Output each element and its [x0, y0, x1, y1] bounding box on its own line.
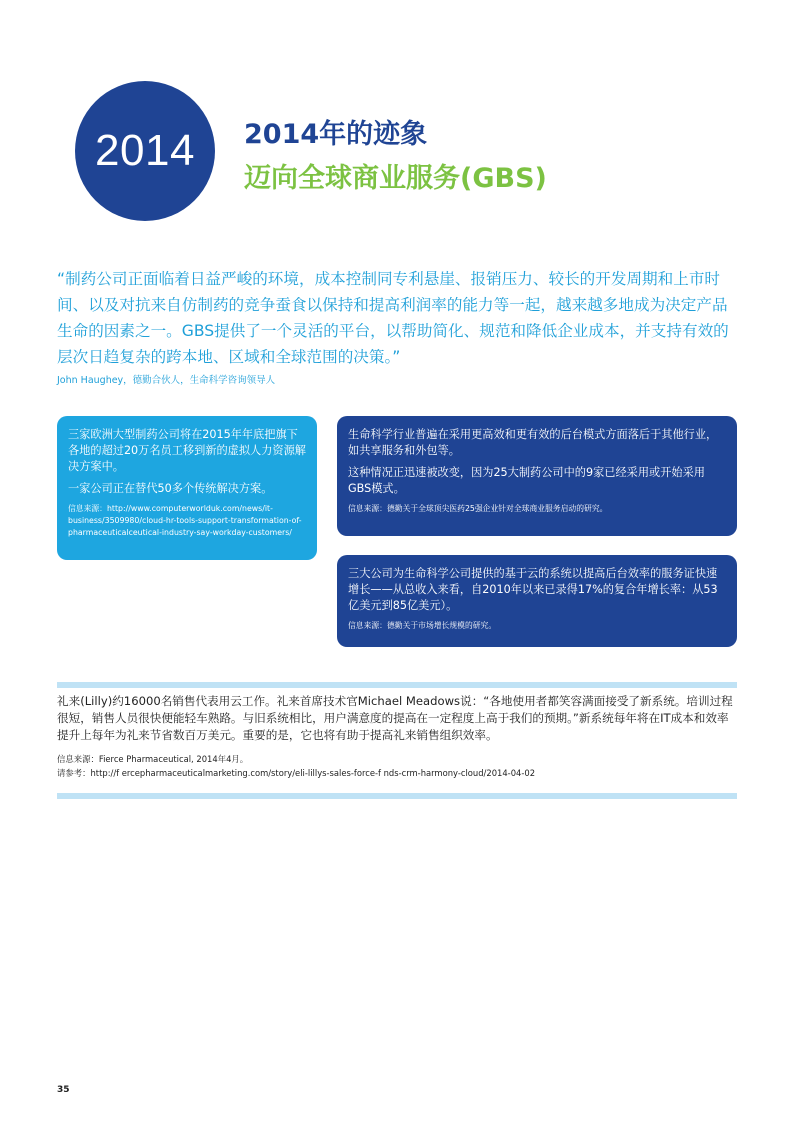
info-box-hr-migration	[57, 416, 317, 560]
info-box-paragraph: 生命科学行业普遍在采用更高效和更有效的后台模式方面落后于其他行业，如共享服务和外包等。	[348, 428, 718, 457]
divider-bar	[57, 682, 737, 688]
info-box-gbs-adoption	[337, 416, 737, 536]
case-study-text: 礼来(Lilly)约16000名销售代表用云工作。礼来首席技术官Michael Meadows说：“各地使用者都笑容满面接受了新系统。培训过程很短，销售人员很快便能轻车熟路。与旧系统相比，用户满意度的提高在一定程度上高于我们的预期。”新系统每年将在IT成本和效率提升上每年为礼来节省数百万美元。重要的是，它也将有助于提高礼来销售组织效率。	[57, 694, 733, 742]
info-box-paragraph: 三家欧洲大型制药公司将在2015年年底把旗下各地的超过20万名员工移到新的虚拟人力资源解决方案中。	[68, 428, 306, 473]
page-title: 2014年的迹象	[244, 119, 428, 150]
case-study-reference: 请参考：http://f ercepharmaceuticalmarketing.com/story/eli-lillys-sales-force-f nds-crm-harmony-cloud/2014-04-02	[57, 768, 536, 778]
page-subtitle: 迈向全球商业服务(GBS)	[244, 163, 547, 194]
quote-attribution: John Haughey，德勤合伙人，生命科学咨询领导人	[57, 375, 276, 386]
info-box-paragraph: 这种情况正迅速被改变，因为25大制药公司中的9家已经采用或开始采用GBS模式。	[348, 466, 705, 495]
divider-bar	[57, 793, 737, 799]
info-box-cloud-growth	[337, 555, 737, 647]
info-box-source: 信息来源：德勤关于全球顶尖医药25强企业针对全球商业服务启动的研究。	[348, 504, 608, 513]
year-badge-text: 2014	[95, 126, 195, 175]
info-box-source: 信息来源：http://www.computerworlduk.com/news/it-business/3509980/cloud-hr-tools-support-transformation-of-pharmaceuticalceutical-industry-say-workday-customers/	[68, 504, 302, 537]
page-number: 35	[57, 1085, 70, 1095]
info-box-paragraph: 一家公司正在替代50多个传统解决方案。	[68, 482, 273, 495]
info-box-source: 信息来源：德勤关于市场增长规模的研究。	[348, 621, 497, 630]
info-box-paragraph: 三大公司为生命科学公司提供的基于云的系统以提高后台效率的服务证快速增长——从总收入来看，自2010年以来已录得17%的复合年增长率：从53亿美元到85亿美元）。	[348, 567, 718, 612]
case-study-source: 信息来源：Fierce Pharmaceutical, 2014年4月。	[57, 754, 249, 764]
pull-quote: “制药公司正面临着日益严峻的环境，成本控制同专利悬崖、报销压力、较长的开发周期和上市时间、以及对抗来自仿制药的竞争蚕食以保持和提高利润率的能力等一起，越来越多地成为决定产品生命的因素之一。GBS提供了一个灵活的平台，以帮助简化、规范和降低企业成本，并支持有效的层次日趋复杂的跨本地、区域和全球范围的决策。”	[57, 270, 729, 366]
year-badge	[75, 81, 215, 221]
